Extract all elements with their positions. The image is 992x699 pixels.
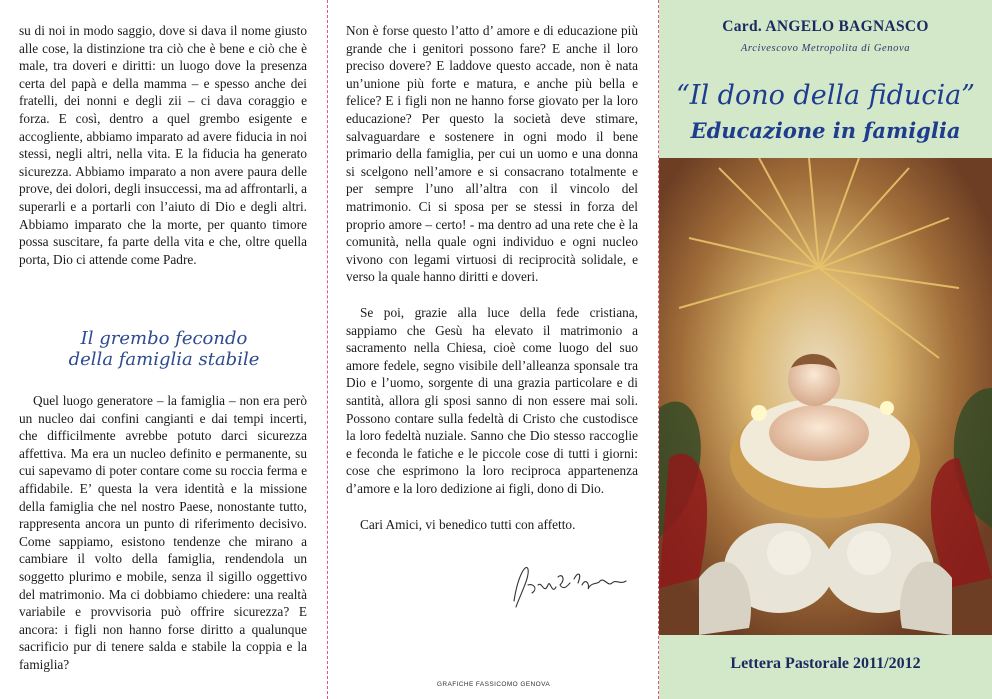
author-title: Arcivescovo Metropolita di Genova: [740, 43, 911, 54]
section-heading: [0, 328, 328, 370]
paragraph-line: ogni individuo e ogni nucleo vivono con legami: [346, 234, 638, 267]
section-heading-line: Il grembo fecondo: [80, 328, 248, 349]
author-name: Card. ANGELO BAGNASCO: [722, 18, 929, 35]
paragraph-line: Non è forse questo l’atto d’ amore e di educazione: [346, 23, 618, 38]
paragraph-line: permanente, su cui sapevamo di poter contare: [19, 445, 307, 479]
paragraph-line: come su roccia ferma e affidabile. E’ questa la: [19, 463, 308, 496]
paragraph-line: provvisoria può offrire sicurezza? E ancora: i figli: [19, 604, 307, 637]
paragraph-line: vita. E la fiducia ha generato sicurezza. Abbiamo: [19, 146, 308, 179]
paragraph-line: che custodisce la loro fedeltà nuziale. Sanno che: [346, 410, 638, 444]
paragraph-line: hanno diritti e doveri.: [423, 269, 539, 285]
paragraph-line: grembo esigente e accogliente, abbiamo imparato: [19, 110, 308, 144]
paragraph-line: con il vincolo del matrimonio. Ci si sposa per se: [346, 181, 638, 214]
paragraph-line: degli insuccessi, ma ad affrontarli, a superarli e a: [19, 181, 308, 214]
paragraph-line: su di noi in modo saggio, dove si dava il nome: [19, 23, 271, 38]
paragraph-line: dedizione ai figli, dono di Dio.: [440, 480, 605, 496]
panel-middle: [328, 0, 659, 699]
signature: [508, 555, 638, 615]
paragraph-line: esistono tendenze che mirano a cambiare il volto: [19, 533, 307, 567]
paragraph-line: – e spesso anche dei fratelli, dei nonni e degli zii: [19, 75, 307, 109]
paragraph-line: portarli con l’aiuto di Dio e degli altri. Abbiamo: [19, 198, 307, 232]
paragraph-line: imparato a non avere paura delle prove, dei dolori,: [19, 163, 307, 197]
paragraph-line: un punto di riferimento decisivo. Come sappiamo,: [19, 516, 307, 549]
paragraph-line: società deve stimare, salvaguardare e sostenere in: [346, 110, 638, 144]
closing-line: Cari Amici, vi benedico tutti con affetto.: [360, 517, 576, 532]
paragraph-line: il loro preciso dovere? E laddove questo accade,: [346, 40, 639, 74]
paragraph-line: però un nucleo dai confini cangianti e dai tempi: [19, 393, 307, 426]
paragraph-line: suscitare, fa parte della vita e che, oltre quella: [53, 234, 308, 250]
cover-footer: Lettera Pastorale 2011/2012: [730, 655, 921, 672]
paragraph-line: incerti, che difficilmente avrebbe potuto darci: [19, 410, 307, 444]
paragraph-line: Ma ci dobbiamo chiedere: una realtà variabile e: [19, 586, 307, 620]
printer-credit: GRAFICHE FASSICOMO GENOVA: [436, 681, 551, 688]
paragraph-line: e ciò che è male, tra doveri e diritti: un luogo: [19, 40, 307, 74]
paragraph-1: [346, 22, 638, 286]
nativity-photo: [659, 158, 992, 635]
paragraph-line: della famiglia, rendendola un soggetto plurimo e: [19, 551, 308, 584]
section-heading-line: della famiglia stabile: [68, 349, 260, 370]
paragraph-line: più grande che i genitori possono fare? E anche: [346, 23, 638, 56]
paragraph-line: non è nata un’unione più forte e matura, e anche: [346, 58, 638, 91]
paragraph-line: sicurezza affettiva. Ma era un nucleo definito e: [19, 428, 307, 461]
paragraph-line: – ci dava coraggio e forza. E così, dentro a quel: [19, 93, 307, 126]
paragraph-line: stessi in forza del proprio amore – certo! - ma: [346, 198, 639, 232]
paragraph-line: e di santità, allora gli sposi sanno di non essere: [346, 375, 638, 408]
paragraph-line: mobile, senza il sigillo oggettivo del matrimonio.: [19, 568, 307, 602]
paragraph-line: nostro Paese, nonostante tutto, rappresenta ancora: [19, 498, 307, 532]
paragraph-line: ad avere fiducia in noi stessi, negli altri, nella: [19, 128, 308, 162]
paragraph-line: consacrano totalmente e per sempre l’uno all’altra: [346, 163, 638, 197]
paragraph-2: [19, 392, 307, 674]
cover-subtitle: Educazione in famiglia: [690, 118, 961, 143]
paragraph-line: la loro reciproca appartenenza d’amore e la loro: [346, 463, 638, 496]
paragraph-line: Dio stesso raccoglie e feconda le fatiche e le: [346, 428, 639, 461]
paragraph-line: imparato che la morte, per quanto timore possa: [19, 216, 307, 250]
paragraph-line: vera identità e la missione della famiglia che nel: [19, 480, 307, 514]
paragraph-line: giusto alle cose, la distinzione tra ciò che è bene: [19, 23, 307, 56]
paragraph-1: [19, 22, 307, 268]
paragraph-line: piccole cose di tutti i giorni: cose che esprimono: [346, 445, 638, 479]
paragraph-line: sacramento nella Chiesa, cioè come luogo del suo: [346, 340, 638, 356]
paragraph-line: più bella e felice? E i figli non ne hanno forse: [346, 75, 639, 109]
paragraph-line: dentro ad una rete che è la comunità, nella quale: [346, 216, 639, 250]
paragraph-line: Quel luogo generatore – la famiglia – non era: [33, 393, 280, 408]
paragraph-line: porta, Dio ci attende come Padre.: [19, 251, 197, 267]
paragraph-2: [346, 304, 638, 498]
paragraph-line: di tenere salda e stabile la coppia e la famiglia?: [19, 639, 307, 672]
panel-cover: [659, 0, 992, 699]
paragraph-line: dove la presenza certa del papà e della mamma: [19, 58, 307, 91]
paragraph-line: Se poi, grazie alla luce della fede cristiana,: [360, 305, 638, 320]
paragraph-line: sappiamo che Gesù ha elevato il matrimonio a: [346, 322, 638, 338]
paragraph-line: mai soli. Possono contare sulla fedeltà di Cristo: [346, 392, 638, 426]
cover-title: “Il dono della fiducia”: [675, 80, 975, 111]
paragraph-line: non hanno forse diritto a qualunque sacrificio pur: [19, 621, 307, 655]
paragraph-line: ogni modo il bene primario della famiglia, per cui: [346, 128, 638, 162]
nativity-illustration: [659, 158, 992, 635]
paragraph-line: tra Dio e l’uomo, sorgente di una grazia particolare: [346, 357, 638, 391]
paragraph-line: amore fedele, segno visibile dell’alleanza sponsale: [346, 357, 620, 373]
paragraph-line: virtuosi di reciprocità solidale, e verso la quale: [346, 251, 639, 285]
paragraph-line: giovato per la loro educazione? Per questo la: [346, 93, 638, 126]
paragraph-line: un uomo e una donna si scelgono nell’amore e si: [346, 146, 638, 179]
panel-left: [0, 0, 328, 699]
